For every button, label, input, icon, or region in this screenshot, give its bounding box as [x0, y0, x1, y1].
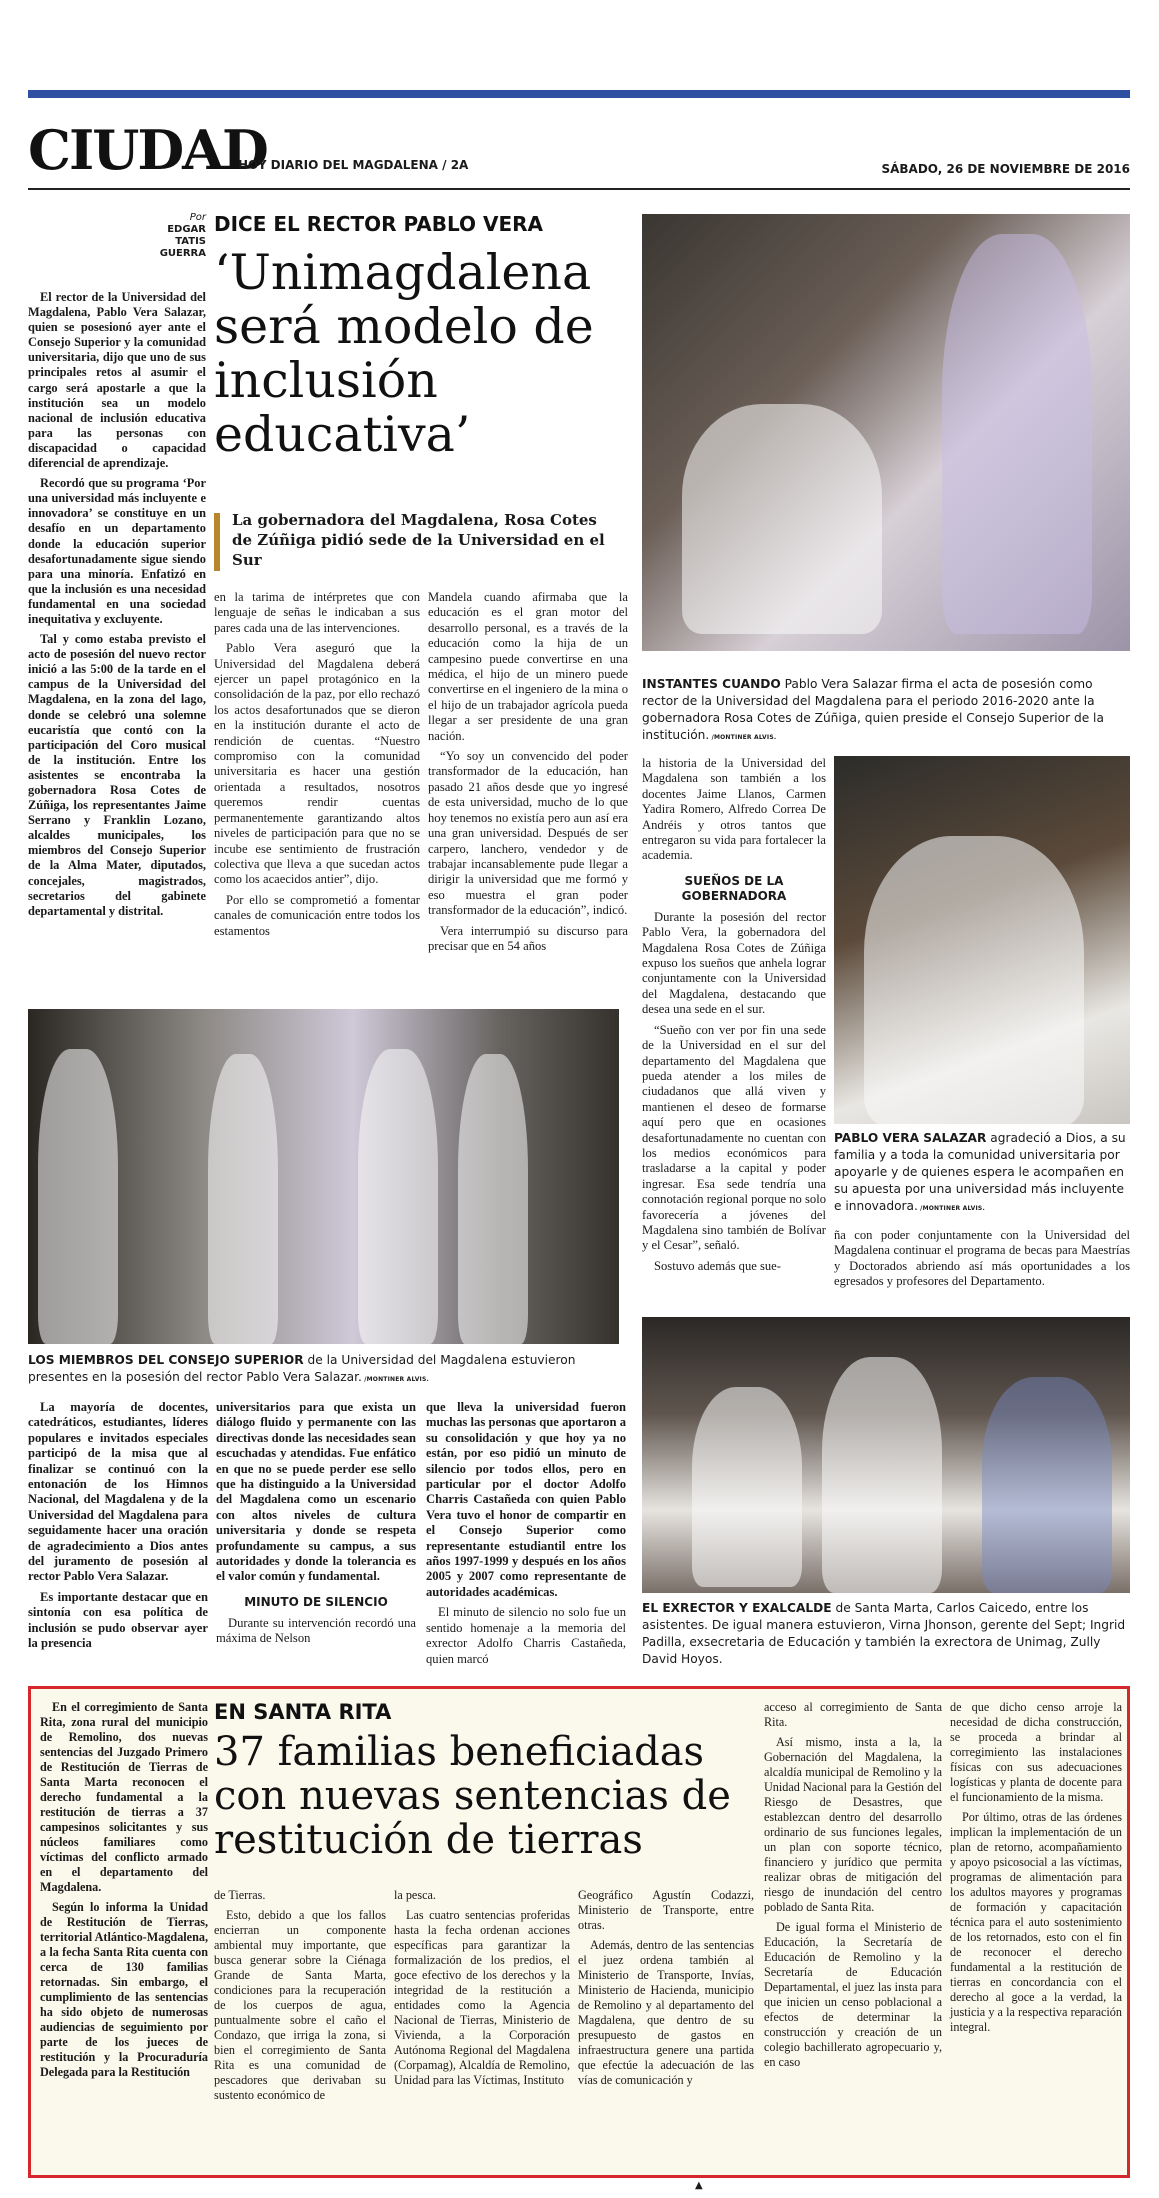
- paragraph: la historia de la Universidad del Magdalena son también a los docentes Jaime Llanos, Carmen Yadira Romero, Alfredo Correa De Andréis y otros tantos que entregaron su vida para fortalecer la academia.: [642, 756, 826, 863]
- caption-text: de la Universidad del Magdalena estuvieron presentes en la posesión del rector Pablo Vera Salazar.: [28, 1353, 576, 1384]
- paragraph: Pablo Vera aseguró que la Universidad del Magdalena deberá ejercer un papel protagónico en la consolidación de la paz, por ello rechazó los actos desafortunados que se dieron en la institución durante el acto de rendición de cuentas. “Nuestro compromiso con la comunidad universitaria es hacer una gestión orientada a resultados, nosotros queremos rendir cuentas permanentemente garantizando altos niveles de participación para que no se incube ese sentimiento de frustración colectiva que lleva a que sucedan actos como los acaecidos antier”, dijo.: [214, 641, 420, 887]
- paragraph: La mayoría de docentes, catedráticos, estudiantes, líderes populares e invitados especiales participó de la misa que al finalizar se continuó con la entonación de los Himnos Nacional, del Magdalena y de la Universidad del Magdalena para seguidamente hacer una oración de agradecimiento a Dios antes del juramento de posesión al rector Pablo Vera Salazar.: [28, 1400, 208, 1584]
- photo-credit: /MONTINER ALVIS.: [917, 1205, 985, 1212]
- photo-consejo-superior: [28, 1009, 619, 1344]
- photo-exrector-audience: [642, 1317, 1130, 1593]
- publication-name: HOY DIARIO DEL MAGDALENA / 2A: [238, 158, 469, 172]
- top-color-bar: [28, 90, 1130, 98]
- paragraph: ña con poder conjuntamente con la Universidad del Magdalena continuar el programa de becas para Maestrías y Doctorados abriendo así más oportunidades a los egresados y profesores del Departamento.: [834, 1228, 1130, 1289]
- caption-text: de Santa Marta, Carlos Caicedo, entre los asistentes. De igual manera estuvieron, Virna Jhonson, gerente del Sept; Ingrid Padilla, exsecretaria de Educación y también la exrectora de Unimag, Zully David Hoyos.: [642, 1601, 1126, 1666]
- photo-caption-3: [28, 1352, 619, 1388]
- photo-figure: [942, 234, 1092, 634]
- paragraph: Según lo informa la Unidad de Restitución de Tierras, territorial Atlántico-Magdalena, a la fecha Santa Rita cuenta con cerca de 130 familias retornadas. Sin embargo, el cumplimiento de las sentencias ha sido objeto de numerosas audiencias de seguimiento por parte de los jueces de restitución y la Procuraduría Delegada para la Restitución: [40, 1900, 208, 2079]
- paragraph: El rector de la Universidad del Magdalena, Pablo Vera Salazar, quien se posesionó ayer ante el Consejo Superior y la comunidad universitaria, dijo que uno de sus principales retos al asumir el cargo será apostarle a que la institución sea un modelo nacional de inclusión educativa para las personas con discapacidad o capacidad diferencial de aprendizaje.: [28, 290, 206, 471]
- subhead-silence: MINUTO DE SILENCIO: [244, 1594, 388, 1609]
- paragraph: Por ello se comprometió a fomentar canales de comunicación entre todos los estamentos: [214, 892, 420, 938]
- byline-line: TATIS: [175, 236, 206, 247]
- paragraph: Sostuvo además que sue-: [654, 1258, 781, 1273]
- caption-text: Pablo Vera Salazar firma el acta de posesión como rector de la Universidad del Magdalena para el periodo 2016-2020 ante la gobernadora Rosa Cotes de Zúñiga, quien preside el Consejo Superior de la institución.: [642, 677, 1104, 742]
- santa-rita-headline: 37 familias beneficiadas con nuevas sentencias de restitución de tierras: [214, 1729, 731, 1863]
- paragraph: Así mismo, insta a la, la Gobernación del Magdalena, la alcaldía municipal de Remolino y la Unidad Nacional para la Gestión del Riesgo de Desastres, que establezcan dentro del desarrollo ordinario de sus funciones legales, un plan con soporte técnico, financiero y jurídico que permita realizar obras de mitigación del riesgo de inundación del centro poblado de Santa Rita.: [764, 1735, 942, 1914]
- santa-rita-column-3: [394, 1888, 570, 2093]
- lead-column-3: [428, 590, 628, 959]
- caption-lead: INSTANTES CUANDO: [642, 677, 781, 691]
- paragraph: Esto, debido a que los fallos encierran un componente ambiental muy importante, que busca generar sobre la Ciénaga Grande de Santa Marta, condiciones para la recuperación de los cuerpos de agua, puntualmente sobre el caño el Condazo, que irriga la zona, si bien el corregimiento de Santa Rita es una comunidad de pescadores que derivaban su sustento económico de: [214, 1908, 386, 2102]
- lead-column-4: [642, 756, 826, 1279]
- photo-figure: [692, 1387, 802, 1587]
- paragraph: Recordó que su programa ‘Por una universidad más incluyente e innovadora’ se constituye en un desafío en un departamento donde la educación superior desafortunadamente sigue siendo para una minoría. Enfatizó en que la inclusión es una necesidad fundamental en una sociedad inequitativa y excluyente.: [28, 476, 206, 626]
- santa-rita-column-6: [950, 1700, 1122, 2040]
- paragraph: Vera interrumpió su discurso para precisar que en 54 años: [428, 923, 628, 953]
- paragraph: universitarios para que exista un diálogo fluido y permanente con las directivas donde las necesidades sean escuchadas y atendidas. Fue enfático en que no se puede perder ese sello que ha distinguido a la Universidad del Magdalena como un escenario con altos niveles de cultura universitaria y donde se respeta profundamente su campus, a sus autoridades y donde la tolerancia es el valor común y fundamental.: [216, 1400, 416, 1584]
- caption-lead: LOS MIEMBROS DEL CONSEJO SUPERIOR: [28, 1353, 304, 1367]
- byline: [150, 212, 206, 260]
- santa-rita-column-2: [214, 1888, 386, 2108]
- photo-figure: [38, 1049, 118, 1344]
- byline-line: GUERRA: [159, 248, 206, 259]
- lead-column-5: [834, 1228, 1130, 1295]
- paragraph: Tal y como estaba previsto el acto de posesión del nuevo rector inició a las 5:00 de la tarde en el campus de la Universidad del Magdalena, en la zona del lago, donde se celebró una solemne eucaristía que contó con la participación del Coro musical de la institución. Entre los asistentes se encontraba la gobernadora Rosa Cotes de Zúñiga, los representantes Jaime Serrano y Franklin Lozano, alcaldes municipales, los miembros del Consejo Superior de la Alma Mater, diputados, concejales, magistrados, secretarios del gabinete departamental y distrital.: [28, 632, 206, 918]
- photo-figure: [982, 1377, 1112, 1593]
- paragraph: de Tierras.: [214, 1888, 266, 1902]
- paragraph: Geográfico Agustín Codazzi, Ministerio de Transporte, entre otras.: [578, 1888, 754, 1932]
- lead-column-1: [28, 290, 206, 924]
- photo-caption-4: [642, 1600, 1130, 1668]
- santa-rita-kicker: EN SANTA RITA: [214, 1700, 392, 1724]
- paragraph: Además, dentro de las sentencias el juez ordena también al Ministerio de Transporte, Invías, Ministerio de Hacienda, municipio de Remolino y al departamento del Magdalena, que dentro de su presupuesto de gastos en infraestructura genere una partida que efectúe la adecuación de las vías de comunicación y: [578, 1938, 754, 2087]
- paragraph: Por último, otras de las órdenes implican la implementación de un plan de retorno, acompañamiento y apoyo psicosocial a las víctimas, programas de alimentación para los adultos mayores y programas de formación y capacitación técnica para el auto sostenimiento de los retornados, esto con el fin de reconocer el derecho fundamental a la restitución de tierras en concordancia con el derecho al goce a la verdad, la justicia y a la respectiva reparación integral.: [950, 1810, 1122, 2034]
- santa-rita-column-1: [40, 1700, 208, 2085]
- lead-column-2: [214, 590, 420, 944]
- photo-rector-speaking: [834, 756, 1130, 1124]
- lead-column-b2: [216, 1400, 416, 1652]
- lead-column-b3: [426, 1400, 626, 1672]
- article-headline: ‘Unimagdalena será modelo de inclusión educativa’: [214, 244, 594, 463]
- caption-lead: EL EXRECTOR Y EXALCALDE: [642, 1601, 832, 1615]
- paragraph: en la tarima de intérpretes que con lenguaje de señas le indicaban a sus pares cada una de las intervenciones.: [214, 590, 420, 635]
- photo-figure: [208, 1054, 278, 1344]
- byline-line: Por: [189, 212, 206, 223]
- lead-column-b1: [28, 1400, 208, 1657]
- caption-text: agradeció a Dios, a su familia y a toda la comunidad universitaria por apoyarle y de quienes espera le acompañen en su apuesta por una universidad más incluyente e innovadora.: [834, 1131, 1126, 1213]
- registration-mark-icon: ▲: [695, 2180, 703, 2191]
- photo-caption-2: [834, 1130, 1130, 1217]
- paragraph: En el corregimiento de Santa Rita, zona rural del municipio de Remolino, dos nuevas sentencias del Juzgado Primero de Restitución de Tierras de Santa Marta reconocen el derecho fundamental a la restitución de tierras a 37 campesinos solicitantes y sus núcleos familiares como víctimas del conflicto armado en el departamento del Magdalena.: [40, 1700, 208, 1894]
- photo-figure: [682, 404, 882, 634]
- section-title: CIUDAD: [28, 118, 267, 182]
- paragraph: acceso al corregimiento de Santa Rita.: [764, 1700, 942, 1729]
- photo-caption-1: [642, 676, 1130, 746]
- paragraph: Es importante destacar que en sintonía con esa política de inclusión se pudo observar ayer la presencia: [28, 1589, 208, 1651]
- caption-lead: PABLO VERA SALAZAR: [834, 1131, 987, 1145]
- paragraph: que lleva la universidad fueron muchas las personas que aportaron a su consolidación y que hoy ya no están, por eso pidió un minuto de silencio por todos ellos, pero en particular por el doctor Adolfo Charris Castañeda con quien Pablo Vera tuvo el honor de compartir en el Consejo Superior como representante estudiantil entre los años 1997-1999 y después en los años 2005 y 2007 como representante de autoridades académicas.: [426, 1400, 626, 1599]
- photo-figure: [458, 1054, 528, 1344]
- paragraph: Durante la posesión del rector Pablo Vera, la gobernadora del Magdalena Rosa Cotes de Zúñiga expuso los sueños que anhela lograr conjuntamente con la Universidad del Magdalena, destacando que desea una sede en el sur.: [642, 909, 826, 1017]
- paragraph: Las cuatro sentencias proferidas hasta la fecha ordenan acciones específicas para garantizar la formalización de los predios, el goce efectivo de los derechos y la integridad de la restitución a entidades como la Agencia Nacional de Tierras, Ministerio de Vivienda, a la Corporación Autónoma Regional del Magdalena (Corpamag), Alcaldía de Remolino, Unidad para las Víctimas, Instituto: [394, 1908, 570, 2087]
- photo-credit: /MONTINER ALVIS.: [709, 734, 777, 741]
- photo-figure: [864, 836, 1084, 1124]
- subhead-governor: SUEÑOS DE LA GOBERNADORA: [681, 873, 787, 903]
- deck-accent-bar: [214, 513, 220, 571]
- byline-line: EDGAR: [167, 224, 206, 235]
- masthead: [28, 118, 1130, 190]
- photo-figure: [358, 1049, 438, 1344]
- photo-credit: /MONTINER ALVIS.: [361, 1376, 429, 1383]
- paragraph: “Yo soy un convencido del poder transformador de la educación, han pasado 21 años desde que yo ingresé de esta universidad, mucho de lo que hoy tenemos no existía pero aun así era una gran universidad. Después de ser carpero, lanchero, vendedor y de trabajar incansablemente pude llegar a dirigir la universidad que me formó y eso muestra el gran poder transformador de la educación”, indicó.: [428, 749, 628, 918]
- photo-figure: [822, 1357, 942, 1593]
- paragraph: la pesca.: [394, 1888, 436, 1902]
- article-kicker: DICE EL RECTOR PABLO VERA: [214, 212, 544, 236]
- paragraph: El minuto de silencio no solo fue un sentido homenaje a la memoria del exrector Adolfo Charris Castañeda, quien marcó: [426, 1605, 626, 1666]
- photo-rector-signing: [642, 214, 1130, 651]
- article-deck: La gobernadora del Magdalena, Rosa Cotes de Zúñiga pidió sede de la Universidad en el Sur: [232, 511, 605, 569]
- paragraph: Mandela cuando afirmaba que la educación es el gran motor del desarrollo personal, es a través de la educación como la hija de un campesino puede convertirse en una médica, el hijo de un minero puede convertirse en el ingeniero de la mina o el hijo de un trabajador agrícola pueda llegar a ser presidente de una gran nación.: [428, 590, 628, 743]
- issue-date: SÁBADO, 26 DE NOVIEMBRE DE 2016: [881, 162, 1130, 176]
- paragraph: Durante su intervención recordó una máxima de Nelson: [216, 1615, 416, 1646]
- santa-rita-column-5: [764, 1700, 942, 2075]
- paragraph: “Sueño con ver por fin una sede de la Universidad en el sur del departamento del Magdalena que pueda atender a los miles de ciudadanos que allá viven y mantienen el deseo de formarse aquí pero que en ocasiones desafortunadamente no cuentan con los medios económicos para trasladarse a la capital y poder ingresar. Esa sede tendría una connotación regional porque no solo favorecería a jóvenes del Magdalena sino también de Bolívar y el Cesar”, señaló.: [642, 1022, 826, 1253]
- paragraph: De igual forma el Ministerio de Educación, la Secretaría de Educación de Remolino y la Secretaría de Educación Departamental, el juez las insta para que inicien un censo poblacional a efectos de determinar la construcción y creación de un colegio bachillerato agropecuario y, en caso: [764, 1920, 942, 2069]
- santa-rita-column-4: [578, 1888, 754, 2093]
- paragraph: de que dicho censo arroje la necesidad de dicha construcción, se proceda a brindar al corregimiento las instalaciones físicas con sus adecuaciones logísticas y planta de docente para el funcionamiento de la misma.: [950, 1700, 1122, 1804]
